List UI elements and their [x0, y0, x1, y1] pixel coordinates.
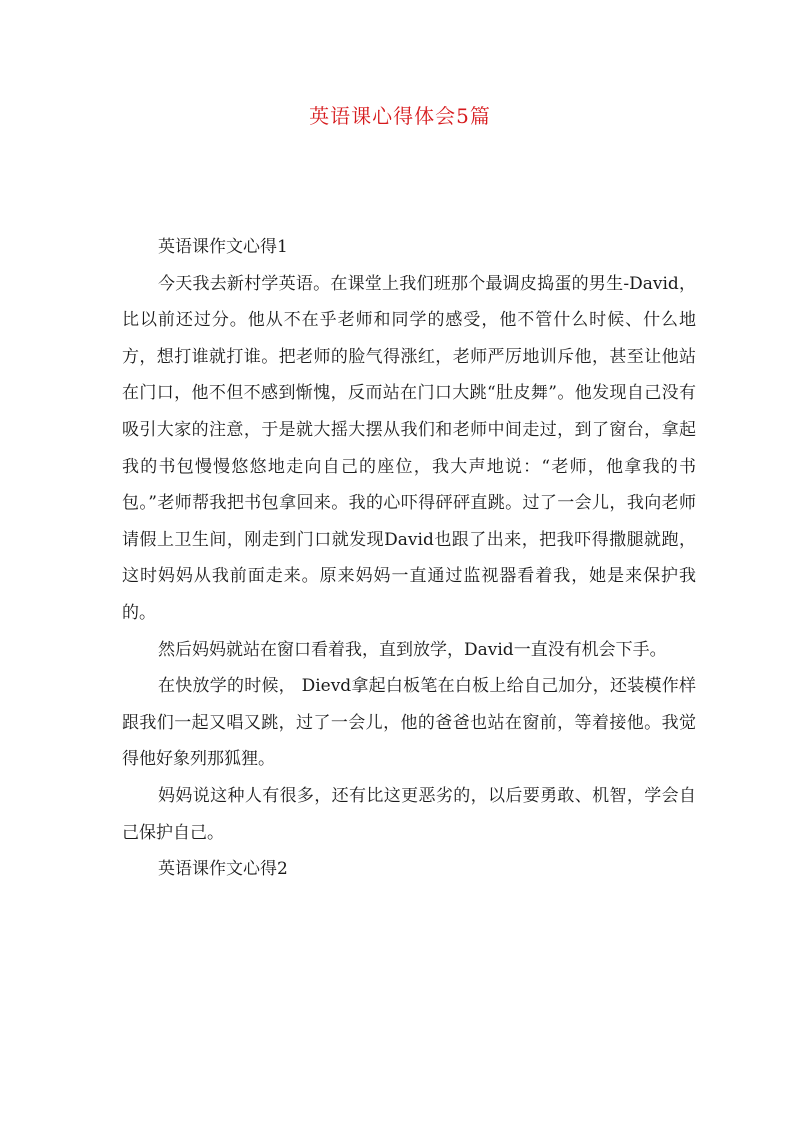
paragraph-1: 今天我去新村学英语。在课堂上我们班那个最调皮捣蛋的男生-David，比以前还过分。他从不在乎老师和同学的感受，他不管什么时候、什么地方，想打谁就打谁。把老师的脸气得涨红，老师严厉地训斥他，甚至让他站在门口，他不但不感到惭愧，反而站在门口大跳“肚皮舞”。他发现自己没有吸引大家的注意，于是就大摇大摆从我们和老师中间走过，到了窗台，拿起我的书包慢慢悠悠地走向自己的座位，我大声地说：“老师，他拿我的书包。”老师帮我把书包拿回来。我的心吓得砰砰直跳。过了一会儿，我向老师请假上卫生间，刚走到门口就发现David也跟了出来，把我吓得撒腿就跑，这时妈妈从我前面走来。原来妈妈一直通过监视器看着我，她是来保护我的。 [122, 273, 696, 623]
document-body [122, 229, 696, 888]
section-heading-2: 英语课作文心得2 [158, 859, 288, 880]
paragraph-4: 妈妈说这种人有很多，还有比这更恶劣的，以后要勇敢、机智，学会自己保护自己。 [122, 785, 696, 843]
section-heading-1: 英语课作文心得1 [158, 237, 288, 257]
paragraph-3: 在快放学的时候， Dievd拿起白板笔在白板上给自己加分，还装模作样跟我们一起又唱又跳，过了一会儿，他的爸爸也站在窗前，等着接他。我觉得他好象列那狐狸。 [122, 676, 696, 770]
document-title: 英语课心得体会5篇 [309, 104, 491, 128]
paragraph-2: 然后妈妈就站在窗口看着我，直到放学，David一直没有机会下手。 [158, 639, 667, 660]
